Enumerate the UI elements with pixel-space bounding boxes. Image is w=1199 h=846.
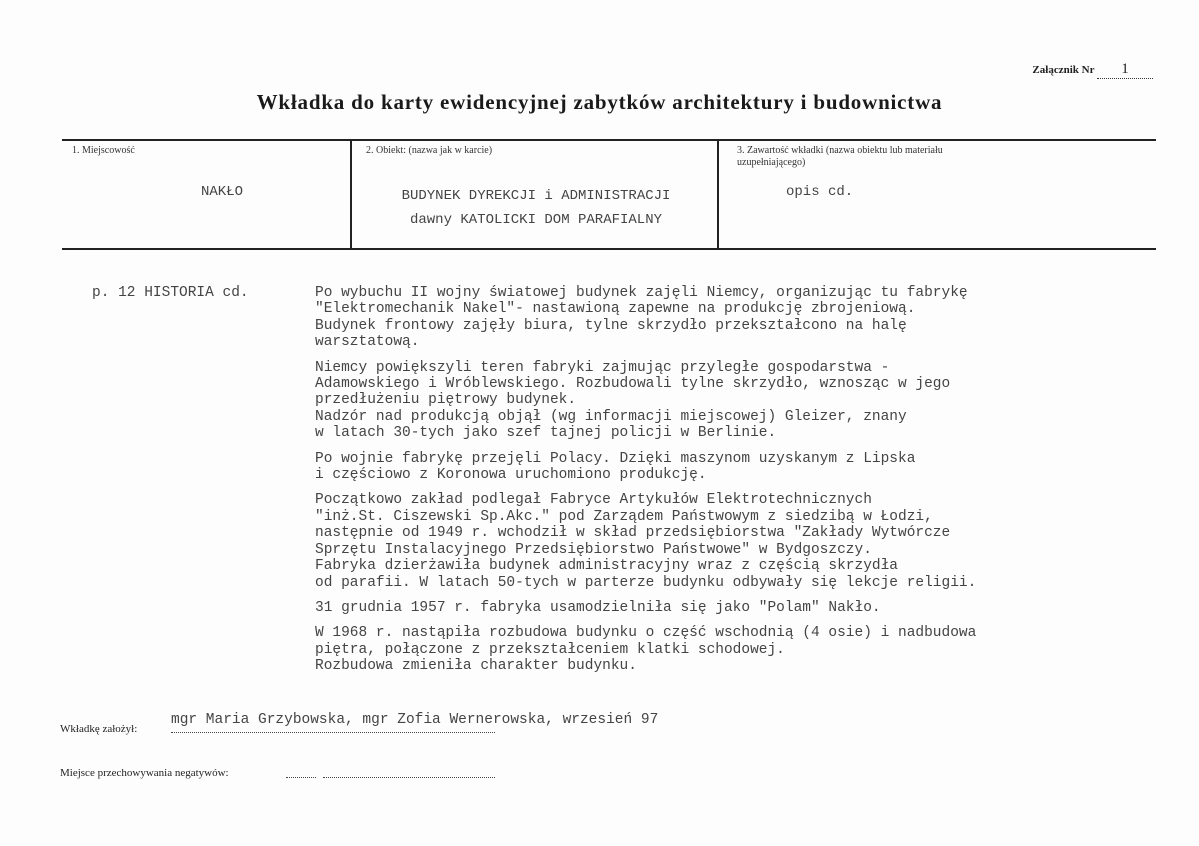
col1-header: 1. Miejscowość	[72, 145, 135, 156]
paragraph: Niemcy powiększyli teren fabryki zajmując przyległe gospodarstwa - Adamowskiego i Wróblewskiego. Rozbudowali tylne skrzydło, wznosząc w jego przedłużeniu piętrowy budynek. Nadzór nad produkcją objął (wg informacji miejscowej) Gleizer, znany w latach 30-tych jako szef tajnej policji w Berlinie.	[315, 359, 951, 442]
paragraph: Początkowo zakład podlegał Fabryce Artykułów Elektrotechnicznych "inż.St. Ciszewski Sp.Akc." pod Zarządem Państwowym z siedzibą w Łodzi, następnie od 1949 r. wchodził w skład przedsiębiorstwa "Zakłady Wytwórcze Sprzętu Instalacyjnego Przedsiębiorstwo Państwowe" w Bydgoszczy. Fabryka dzierżawiła budynek administracyjny wraz z częścią skrzydła od parafii. W latach 50-tych w parterze budynku odbywały się lekcje religii.	[315, 492, 977, 591]
object-value	[366, 184, 706, 232]
paragraph: W 1968 r. nastąpiła rozbudowa budynku o część wschodnią (4 osie) i nadbudowa piętra, połączone z przekształceniem klatki schodowej. Rozbudowa zmieniła charakter budynku.	[315, 625, 977, 675]
col3-header-line2: uzupełniającego)	[737, 157, 806, 168]
col2-header: 2. Obiekt: (nazwa jak w karcie)	[366, 145, 493, 156]
history-text	[315, 285, 1115, 684]
negatives-label: Miejsce przechowywania negatywów:	[60, 767, 229, 779]
annex-label: Załącznik Nr	[1032, 64, 1095, 76]
paragraph: Po wybuchu II wojny światowej budynek zajęli Niemcy, organizując tu fabrykę "Elektromechanik Nakel"- nastawioną zapewne na produkcję zbrojeniową. Budynek frontowy zajęły biura, tylne skrzydło przekształcono na halę warsztatową.	[315, 285, 968, 351]
negatives-field	[323, 777, 495, 778]
section-label: p. 12 HISTORIA cd.	[92, 285, 249, 301]
table-top-rule	[62, 139, 1156, 141]
locality-value: NAKŁO	[201, 184, 244, 200]
object-value-line1: BUDYNEK DYREKCJI i ADMINISTRACJI	[401, 188, 671, 204]
col3-header	[737, 145, 943, 169]
page-title: Wkładka do karty ewidencyjnej zabytków architektury i budownictwa	[256, 90, 943, 114]
founder-value: mgr Maria Grzybowska, mgr Zofia Wernerowska, wrzesień 97	[171, 712, 495, 733]
column-divider	[717, 140, 719, 248]
col3-header-line1: 3. Zawartość wkładki (nazwa obiektu lub materiału	[737, 145, 943, 156]
paragraph: 31 grudnia 1957 r. fabryka usamodzielniła się jako "Polam" Nakło.	[315, 599, 881, 616]
column-divider	[350, 140, 352, 248]
object-value-line2: dawny KATOLICKI DOM PARAFIALNY	[409, 212, 663, 228]
negatives-field-short	[286, 777, 316, 778]
contents-value: opis cd.	[786, 184, 854, 200]
annex-number	[1032, 61, 1153, 79]
founder-label: Wkładkę założył:	[60, 723, 138, 735]
table-bottom-rule	[62, 248, 1156, 250]
annex-value: 1	[1097, 61, 1153, 79]
paragraph: Po wojnie fabrykę przejęli Polacy. Dzięki maszynom uzyskanym z Lipska i częściowo z Koronowa uruchomiono produkcję.	[315, 450, 916, 484]
